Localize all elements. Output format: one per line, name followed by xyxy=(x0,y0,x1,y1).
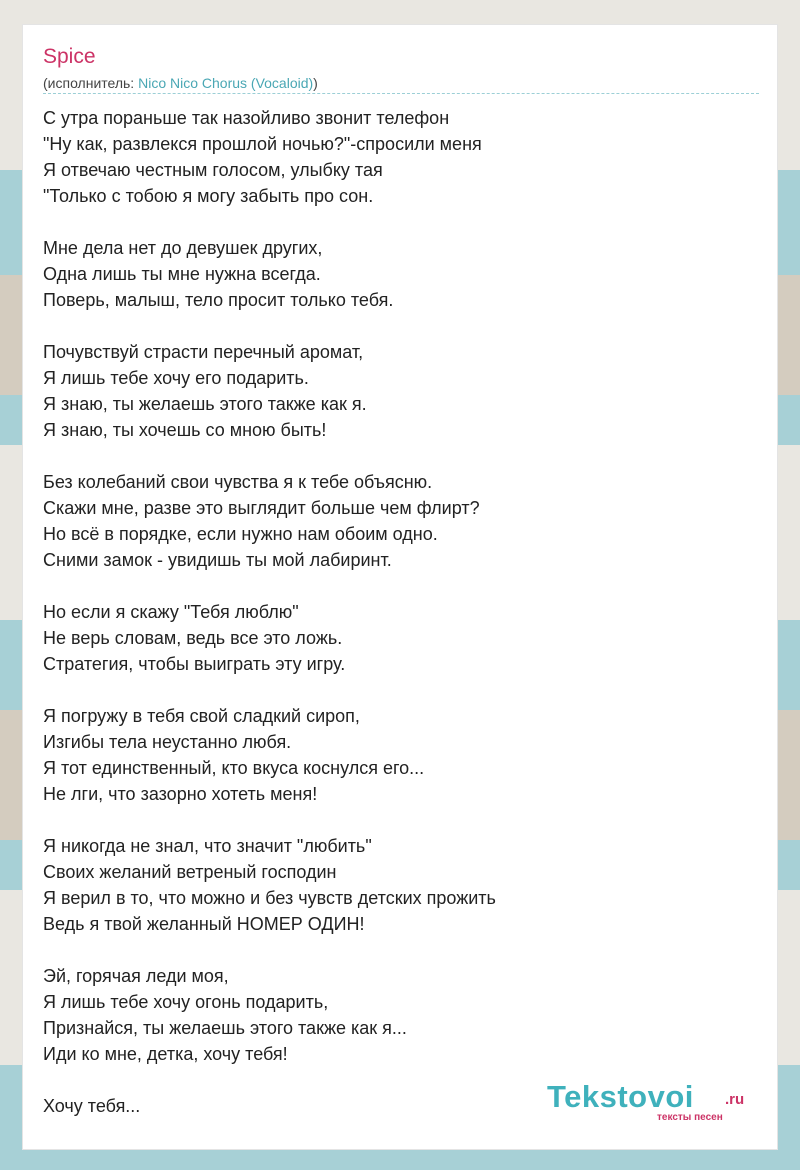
artist-prefix: (исполнитель: xyxy=(43,75,139,91)
lyrics-line: Своих желаний ветреный господин xyxy=(43,862,337,882)
logo-name: Tekstovoi xyxy=(547,1079,694,1114)
artist-line xyxy=(43,75,318,91)
lyrics-line: Стратегия, чтобы выиграть эту игру. xyxy=(43,654,346,674)
lyrics-card xyxy=(22,24,778,1150)
lyrics-line: Не верь словам, ведь все это ложь. xyxy=(43,628,343,648)
lyrics-line: Я отвечаю честным голосом, улыбку тая xyxy=(43,160,383,180)
lyrics-line: Изгибы тела неустанно любя. xyxy=(43,732,292,752)
lyrics-line: С утра пораньше так назойливо звонит телефон xyxy=(43,108,450,128)
lyrics-stanza xyxy=(43,599,759,677)
lyrics-line: Без колебаний свои чувства я к тебе объясню. xyxy=(43,472,433,492)
lyrics-line: Я верил в то, что можно и без чувств детских прожить xyxy=(43,888,496,908)
song-title: Spice xyxy=(43,45,96,68)
lyrics-line: Но всё в порядке, если нужно нам обоим одно. xyxy=(43,524,438,544)
lyrics-line: Я погружу в тебя свой сладкий сироп, xyxy=(43,706,360,726)
artist-link[interactable]: Nico Nico Chorus (Vocaloid) xyxy=(138,75,314,91)
lyrics-line: Признайся, ты желаешь этого также как я... xyxy=(43,1018,407,1038)
lyrics-line: Я лишь тебе хочу огонь подарить, xyxy=(43,992,329,1012)
lyrics-stanza xyxy=(43,833,759,937)
lyrics-line: Эй, горячая леди моя, xyxy=(43,966,229,986)
lyrics-line: Иди ко мне, детка, хочу тебя! xyxy=(43,1044,288,1064)
logo-tagline: тексты песен xyxy=(657,1112,723,1123)
lyrics-line: Почувствуй страсти перечный аромат, xyxy=(43,342,364,362)
divider xyxy=(43,93,759,94)
lyrics-stanza xyxy=(43,339,759,443)
lyrics-line: Я тот единственный, кто вкуса коснулся его... xyxy=(43,758,425,778)
lyrics-stanza xyxy=(43,105,759,209)
tekstovoi-logo[interactable] xyxy=(547,1079,747,1123)
lyrics-line: Поверь, малыш, тело просит только тебя. xyxy=(43,290,394,310)
lyrics-line: "Только с тобою я могу забыть про сон. xyxy=(43,186,374,206)
lyrics-line: Я знаю, ты хочешь со мною быть! xyxy=(43,420,327,440)
artist-suffix: ) xyxy=(313,75,318,91)
lyrics-line: "Ну как, развлекся прошлой ночью?"-спросили меня xyxy=(43,134,482,154)
lyrics-line: Не лги, что зазорно хотеть меня! xyxy=(43,784,318,804)
lyrics-body xyxy=(43,105,759,1145)
lyrics-line: Но если я скажу "Тебя люблю" xyxy=(43,602,299,622)
lyrics-line: Сними замок - увидишь ты мой лабиринт. xyxy=(43,550,392,570)
lyrics-stanza xyxy=(43,963,759,1067)
lyrics-line: Одна лишь ты мне нужна всегда. xyxy=(43,264,321,284)
lyrics-line: Скажи мне, разве это выглядит больше чем флирт? xyxy=(43,498,480,518)
lyrics-line: Я никогда не знал, что значит "любить" xyxy=(43,836,372,856)
logo-tld: .ru xyxy=(725,1091,745,1108)
lyrics-stanza xyxy=(43,469,759,573)
lyrics-line: Я знаю, ты желаешь этого также как я. xyxy=(43,394,367,414)
lyrics-stanza xyxy=(43,703,759,807)
lyrics-line: Я лишь тебе хочу его подарить. xyxy=(43,368,309,388)
lyrics-stanza xyxy=(43,235,759,313)
lyrics-line: Ведь я твой желанный НОМЕР ОДИН! xyxy=(43,914,365,934)
lyrics-line: Мне дела нет до девушек других, xyxy=(43,238,323,258)
lyrics-line: Хочу тебя... xyxy=(43,1096,141,1116)
